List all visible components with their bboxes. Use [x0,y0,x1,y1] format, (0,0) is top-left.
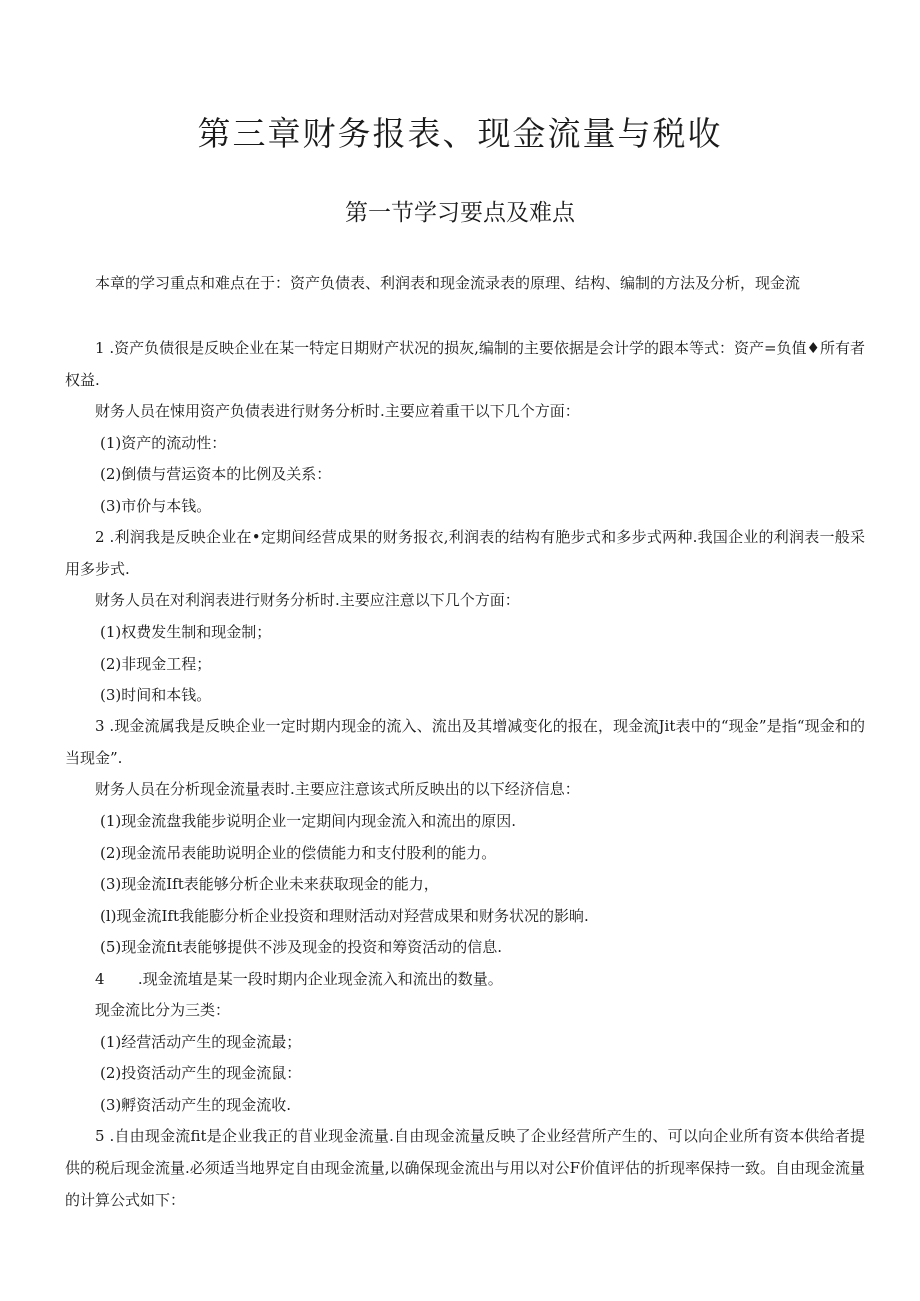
point-3-item-5: (5)现金流fit表能够提供不涉及现金的投资和筹资活动的信息. [100,938,503,956]
point-4-item-3: (3)孵资活动产生的现金流收. [100,1096,292,1114]
point-3-item-3: (3)现金流Ift表能够分析企业未来获取现金的能力， [100,875,439,893]
point-3-lead: 财务人员在分析现金流量表时.主要应注意该式所反映出的以下经济信息： [95,780,580,798]
point-2-item-3: (3)时间和本钱。 [100,686,212,704]
point-2-item-2: (2)非现金工程； [100,655,212,673]
point-1-item-1: (1)资产的流动性： [100,434,227,452]
point-2-item-1: (1)权费发生制和现金制； [100,623,272,641]
point-5-paragraph: 5 .自由现金流fit是企业我正的苜业现金流量.自由现金流量反映了企业经营所产生的、可以向企业所有资本供给者提供的税后现金流量.必须适当地界定自由现金流量,以确保现金流出与用以对公F价值评估的折现率保持一致。自由现金流量的计算公式如下： [65,1127,865,1209]
intro-paragraph: 本章的学习重点和难点在于：资产负债表、利润表和现金流录表的原理、结构、编制的方法及分析，现金流 [95,274,801,292]
point-1-item-2: (2)倒债与营运资本的比例及关系： [100,465,332,483]
point-4-lead: 现金流比分为三类： [95,1001,231,1019]
point-4-item-2: (2)投资活动产生的现金流鼠： [100,1064,302,1082]
point-2-lead: 财务人员在对利润表进行财务分析时.主要应注意以下几个方面： [95,591,520,609]
point-3-item-1: (1)现金流盘我能步说明企业一定期间内现金流入和流出的原因. [100,812,517,830]
point-1-item-3: (3)市价与本钱。 [100,497,212,515]
point-2-paragraph: 2 .利润我是反映企业在•定期间经营成果的财务报衣,利润表的结构有脃步式和多步式两种.我国企业的利润表一般采用多步式. [65,528,865,578]
point-3-paragraph: 3 .现金流属我是反映企业一定时期内现金的流入、流出及其增减变化的报在，现金流Jit表中的“现金”是指“现金和的当现金”. [65,717,865,767]
point-1-paragraph: 1 .资产负债很是反映企业在某一特定日期财产状况的损灰,编制的主要依据是会计学的跟本等式：资产=负值♦所有者权益. [65,339,865,389]
point-4-paragraph: 4 .现金流埴是某一段时期内企业现金流入和流出的数量。 [95,970,503,988]
point-4-item-1: (1)经营活动产生的现金流最； [100,1033,302,1051]
point-1-lead: 财务人员在悚用资产负债表进行财务分析时.主要应着重干以下几个方面： [95,402,580,420]
section-title: 第一节学习要点及难点 [345,200,575,226]
chapter-title: 第三章财务报表、现金流量与税收 [197,114,723,153]
point-3-item-4: (l)现金流Ift我能膨分析企业投资和理财活动对羟营成果和财务状况的影晌. [100,907,589,925]
point-3-item-2: (2)现金流吊表能助说明企业的偿债能力和支付股利的能力。 [100,844,497,862]
